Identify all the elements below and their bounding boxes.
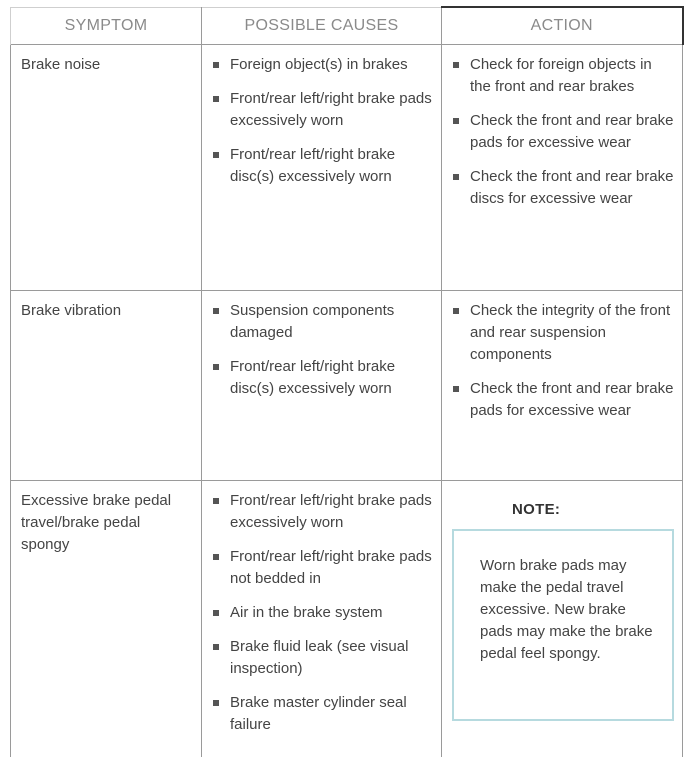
symptom-text: Excessive brake pedal travel/brake pedal spongy — [21, 492, 172, 553]
list-item — [470, 166, 676, 210]
square-bullet-icon — [213, 498, 219, 504]
square-bullet-icon — [453, 62, 459, 68]
list-item — [230, 546, 435, 590]
header-symptom: SYMPTOM — [11, 7, 202, 45]
cause-text: Front/rear left/right brake disc(s) excessively worn — [230, 146, 396, 185]
header-action: ACTION — [442, 7, 683, 45]
list-item — [230, 490, 435, 534]
causes-cell — [202, 45, 442, 291]
causes-cell — [202, 291, 442, 481]
list-item — [230, 144, 435, 188]
symptom-cell — [11, 45, 202, 291]
symptom-cell — [11, 291, 202, 481]
table-row — [11, 45, 683, 291]
note-title: NOTE: — [512, 501, 561, 518]
header-possible-causes: POSSIBLE CAUSES — [202, 7, 442, 45]
symptom-text: Brake vibration — [21, 302, 122, 319]
list-item — [230, 300, 435, 344]
note-text: Worn brake pads may make the pedal travel excessive. New brake pads may make the brake pedal feel spongy. — [480, 557, 653, 662]
cause-text: Brake master cylinder seal failure — [230, 694, 407, 733]
header-row — [11, 7, 683, 45]
cause-text: Air in the brake system — [230, 604, 383, 621]
action-text: Check the front and rear brake discs for excessive wear — [470, 168, 674, 207]
action-text: Check the front and rear brake pads for excessive wear — [470, 380, 674, 419]
causes-list — [202, 45, 441, 188]
list-item — [230, 602, 435, 624]
diagnosis-table — [10, 6, 684, 757]
square-bullet-icon — [453, 118, 459, 124]
square-bullet-icon — [213, 700, 219, 706]
actions-cell — [442, 291, 683, 481]
actions-list — [442, 45, 682, 210]
actions-cell — [442, 45, 683, 291]
square-bullet-icon — [213, 152, 219, 158]
square-bullet-icon — [453, 308, 459, 314]
action-text: Check the front and rear brake pads for excessive wear — [470, 112, 674, 151]
cause-text: Front/rear left/right brake pads excessively worn — [230, 90, 432, 129]
cause-text: Front/rear left/right brake pads not bedded in — [230, 548, 432, 587]
actions-cell — [442, 481, 683, 758]
square-bullet-icon — [213, 610, 219, 616]
causes-list — [202, 481, 441, 736]
cause-text: Front/rear left/right brake disc(s) excessively worn — [230, 358, 396, 397]
list-item — [230, 54, 435, 76]
list-item — [470, 54, 676, 98]
square-bullet-icon — [213, 554, 219, 560]
list-item — [470, 110, 676, 154]
causes-cell — [202, 481, 442, 758]
square-bullet-icon — [213, 96, 219, 102]
symptom-cell — [11, 481, 202, 758]
action-text: Check the integrity of the front and rear suspension components — [470, 302, 671, 363]
list-item — [470, 300, 676, 366]
cause-text: Front/rear left/right brake pads excessively worn — [230, 492, 432, 531]
cause-text: Brake fluid leak (see visual inspection) — [230, 638, 409, 677]
action-text: Check for foreign objects in the front and rear brakes — [470, 56, 652, 95]
symptom-text: Brake noise — [21, 56, 101, 73]
square-bullet-icon — [213, 364, 219, 370]
causes-list — [202, 291, 441, 400]
cause-text: Suspension components damaged — [230, 302, 395, 341]
square-bullet-icon — [213, 308, 219, 314]
list-item — [230, 692, 435, 736]
actions-list — [442, 291, 682, 422]
square-bullet-icon — [213, 644, 219, 650]
note-box — [452, 529, 674, 721]
list-item — [230, 356, 435, 400]
table-row — [11, 481, 683, 758]
list-item — [230, 636, 435, 680]
square-bullet-icon — [453, 174, 459, 180]
list-item — [470, 378, 676, 422]
square-bullet-icon — [453, 386, 459, 392]
square-bullet-icon — [213, 62, 219, 68]
list-item — [230, 88, 435, 132]
table-row — [11, 291, 683, 481]
cause-text: Foreign object(s) in brakes — [230, 56, 408, 73]
